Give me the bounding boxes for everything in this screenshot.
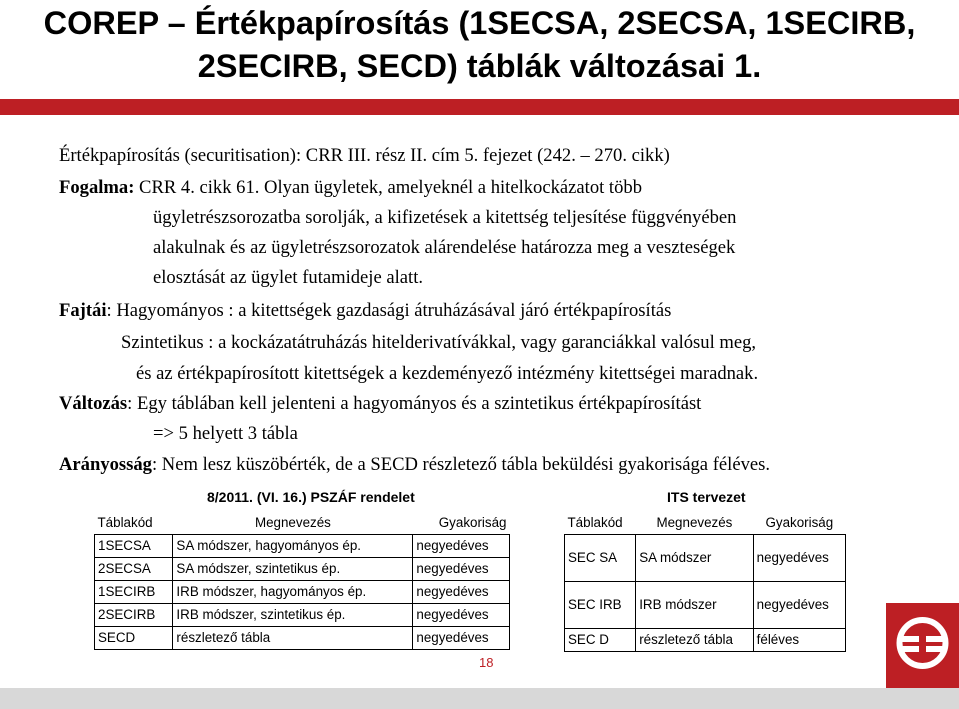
table-row — [95, 535, 510, 558]
bank-logo-icon — [886, 603, 959, 688]
title-divider — [0, 99, 959, 115]
aranyossag-line — [59, 454, 770, 476]
table-cell: 2SECIRB — [95, 604, 173, 627]
table-row — [565, 582, 846, 629]
table-row — [565, 629, 846, 652]
table-cell: részletező tábla — [636, 629, 753, 652]
table-cell: SECD — [95, 627, 173, 650]
table-cell: 1SECSA — [95, 535, 173, 558]
aranyossag-label: Arányosság — [59, 454, 152, 475]
table-cell: SEC D — [565, 629, 636, 652]
table-cell: negyedéves — [413, 558, 510, 581]
header-cell: Gyakoriság — [438, 515, 507, 530]
table-row — [95, 627, 510, 650]
table-cell: SA módszer, szintetikus ép. — [173, 558, 413, 581]
table-row — [95, 604, 510, 627]
fogalma-label: Fogalma: — [59, 177, 135, 198]
header-cell: Gyakoriság — [765, 515, 834, 530]
right-table — [564, 512, 846, 652]
table-cell: negyedéves — [413, 627, 510, 650]
valtozas-line-2: => 5 helyett 3 tábla — [153, 423, 298, 444]
title-line-1: COREP – Értékpapírosítás (1SECSA, 2SECSA, 1SECIRB, — [43, 5, 916, 41]
table-cell: 2SECSA — [95, 558, 173, 581]
table-row — [95, 558, 510, 581]
fogalma-line-1 — [59, 177, 642, 199]
header-cell: Táblakód — [97, 515, 153, 530]
header-cell: Megnevezés — [656, 515, 733, 530]
table-header-row — [565, 512, 846, 535]
valtozas-line-1 — [59, 393, 701, 415]
table-cell: féléves — [753, 629, 845, 652]
right-table-caption: ITS tervezet — [667, 489, 746, 505]
left-table — [94, 512, 510, 650]
valtozas-label: Változás — [59, 393, 128, 414]
table-cell: SA módszer, hagyományos ép. — [173, 535, 413, 558]
title-line-2: 2SECIRB, SECD) táblák változásai 1. — [197, 48, 762, 84]
table-cell: negyedéves — [413, 581, 510, 604]
table-row — [565, 535, 846, 582]
page-title — [0, 2, 959, 88]
footer-band — [0, 688, 959, 709]
table-cell: SA módszer — [636, 535, 753, 582]
aranyossag-text: : Nem lesz küszöbérték, de a SECD részletező tábla beküldési gyakorisága féléves. — [151, 454, 770, 475]
table-cell: negyedéves — [753, 535, 845, 582]
table-row — [95, 581, 510, 604]
table-cell: negyedéves — [753, 582, 845, 629]
header-cell: Megnevezés — [254, 515, 331, 530]
fajtai-line-1 — [59, 300, 671, 322]
table-cell: negyedéves — [413, 535, 510, 558]
table-cell: SEC SA — [565, 535, 636, 582]
table-cell: negyedéves — [413, 604, 510, 627]
table-header-row — [95, 512, 510, 535]
fogalma-line-3: alakulnak és az ügyletrészsorozatok alárendelése határozza meg a veszteségek — [153, 237, 736, 258]
fogalma-text-1: CRR 4. cikk 61. Olyan ügyletek, amelyeknél a hitelkockázatot több — [134, 177, 642, 198]
valtozas-text-1: : Egy táblában kell jelenteni a hagyományos és a szintetikus értékpapírosítást — [127, 393, 702, 414]
table-cell: 1SECIRB — [95, 581, 173, 604]
fajtai-label: Fajtái — [59, 300, 107, 321]
table-cell: IRB módszer, szintetikus ép. — [173, 604, 413, 627]
fogalma-line-2: ügyletrészsorozatba sorolják, a kifizetések a kitettség teljesítése függvényében — [153, 207, 737, 228]
table-cell: SEC IRB — [565, 582, 636, 629]
fajtai-text-1: : Hagyományos : a kitettségek gazdasági átruházásával járó értékpapírosítás — [106, 300, 672, 321]
page-number: 18 — [479, 655, 494, 670]
table-cell: IRB módszer, hagyományos ép. — [173, 581, 413, 604]
intro-text: Értékpapírosítás (securitisation): CRR III. rész II. cím 5. fejezet (242. – 270. cikk) — [59, 145, 670, 166]
fajtai-line-3: és az értékpapírosított kitettségek a kezdeményező intézmény kitettségei maradnak. — [136, 363, 759, 384]
fogalma-line-4: elosztását az ügylet futamideje alatt. — [153, 267, 424, 288]
table-cell: részletező tábla — [173, 627, 413, 650]
header-cell: Táblakód — [567, 515, 623, 530]
left-table-caption: 8/2011. (VI. 16.) PSZÁF rendelet — [207, 489, 415, 505]
table-cell: IRB módszer — [636, 582, 753, 629]
fajtai-line-2: Szintetikus : a kockázatátruházás hitelderivatívákkal, vagy garanciákkal valósul meg, — [121, 332, 757, 353]
